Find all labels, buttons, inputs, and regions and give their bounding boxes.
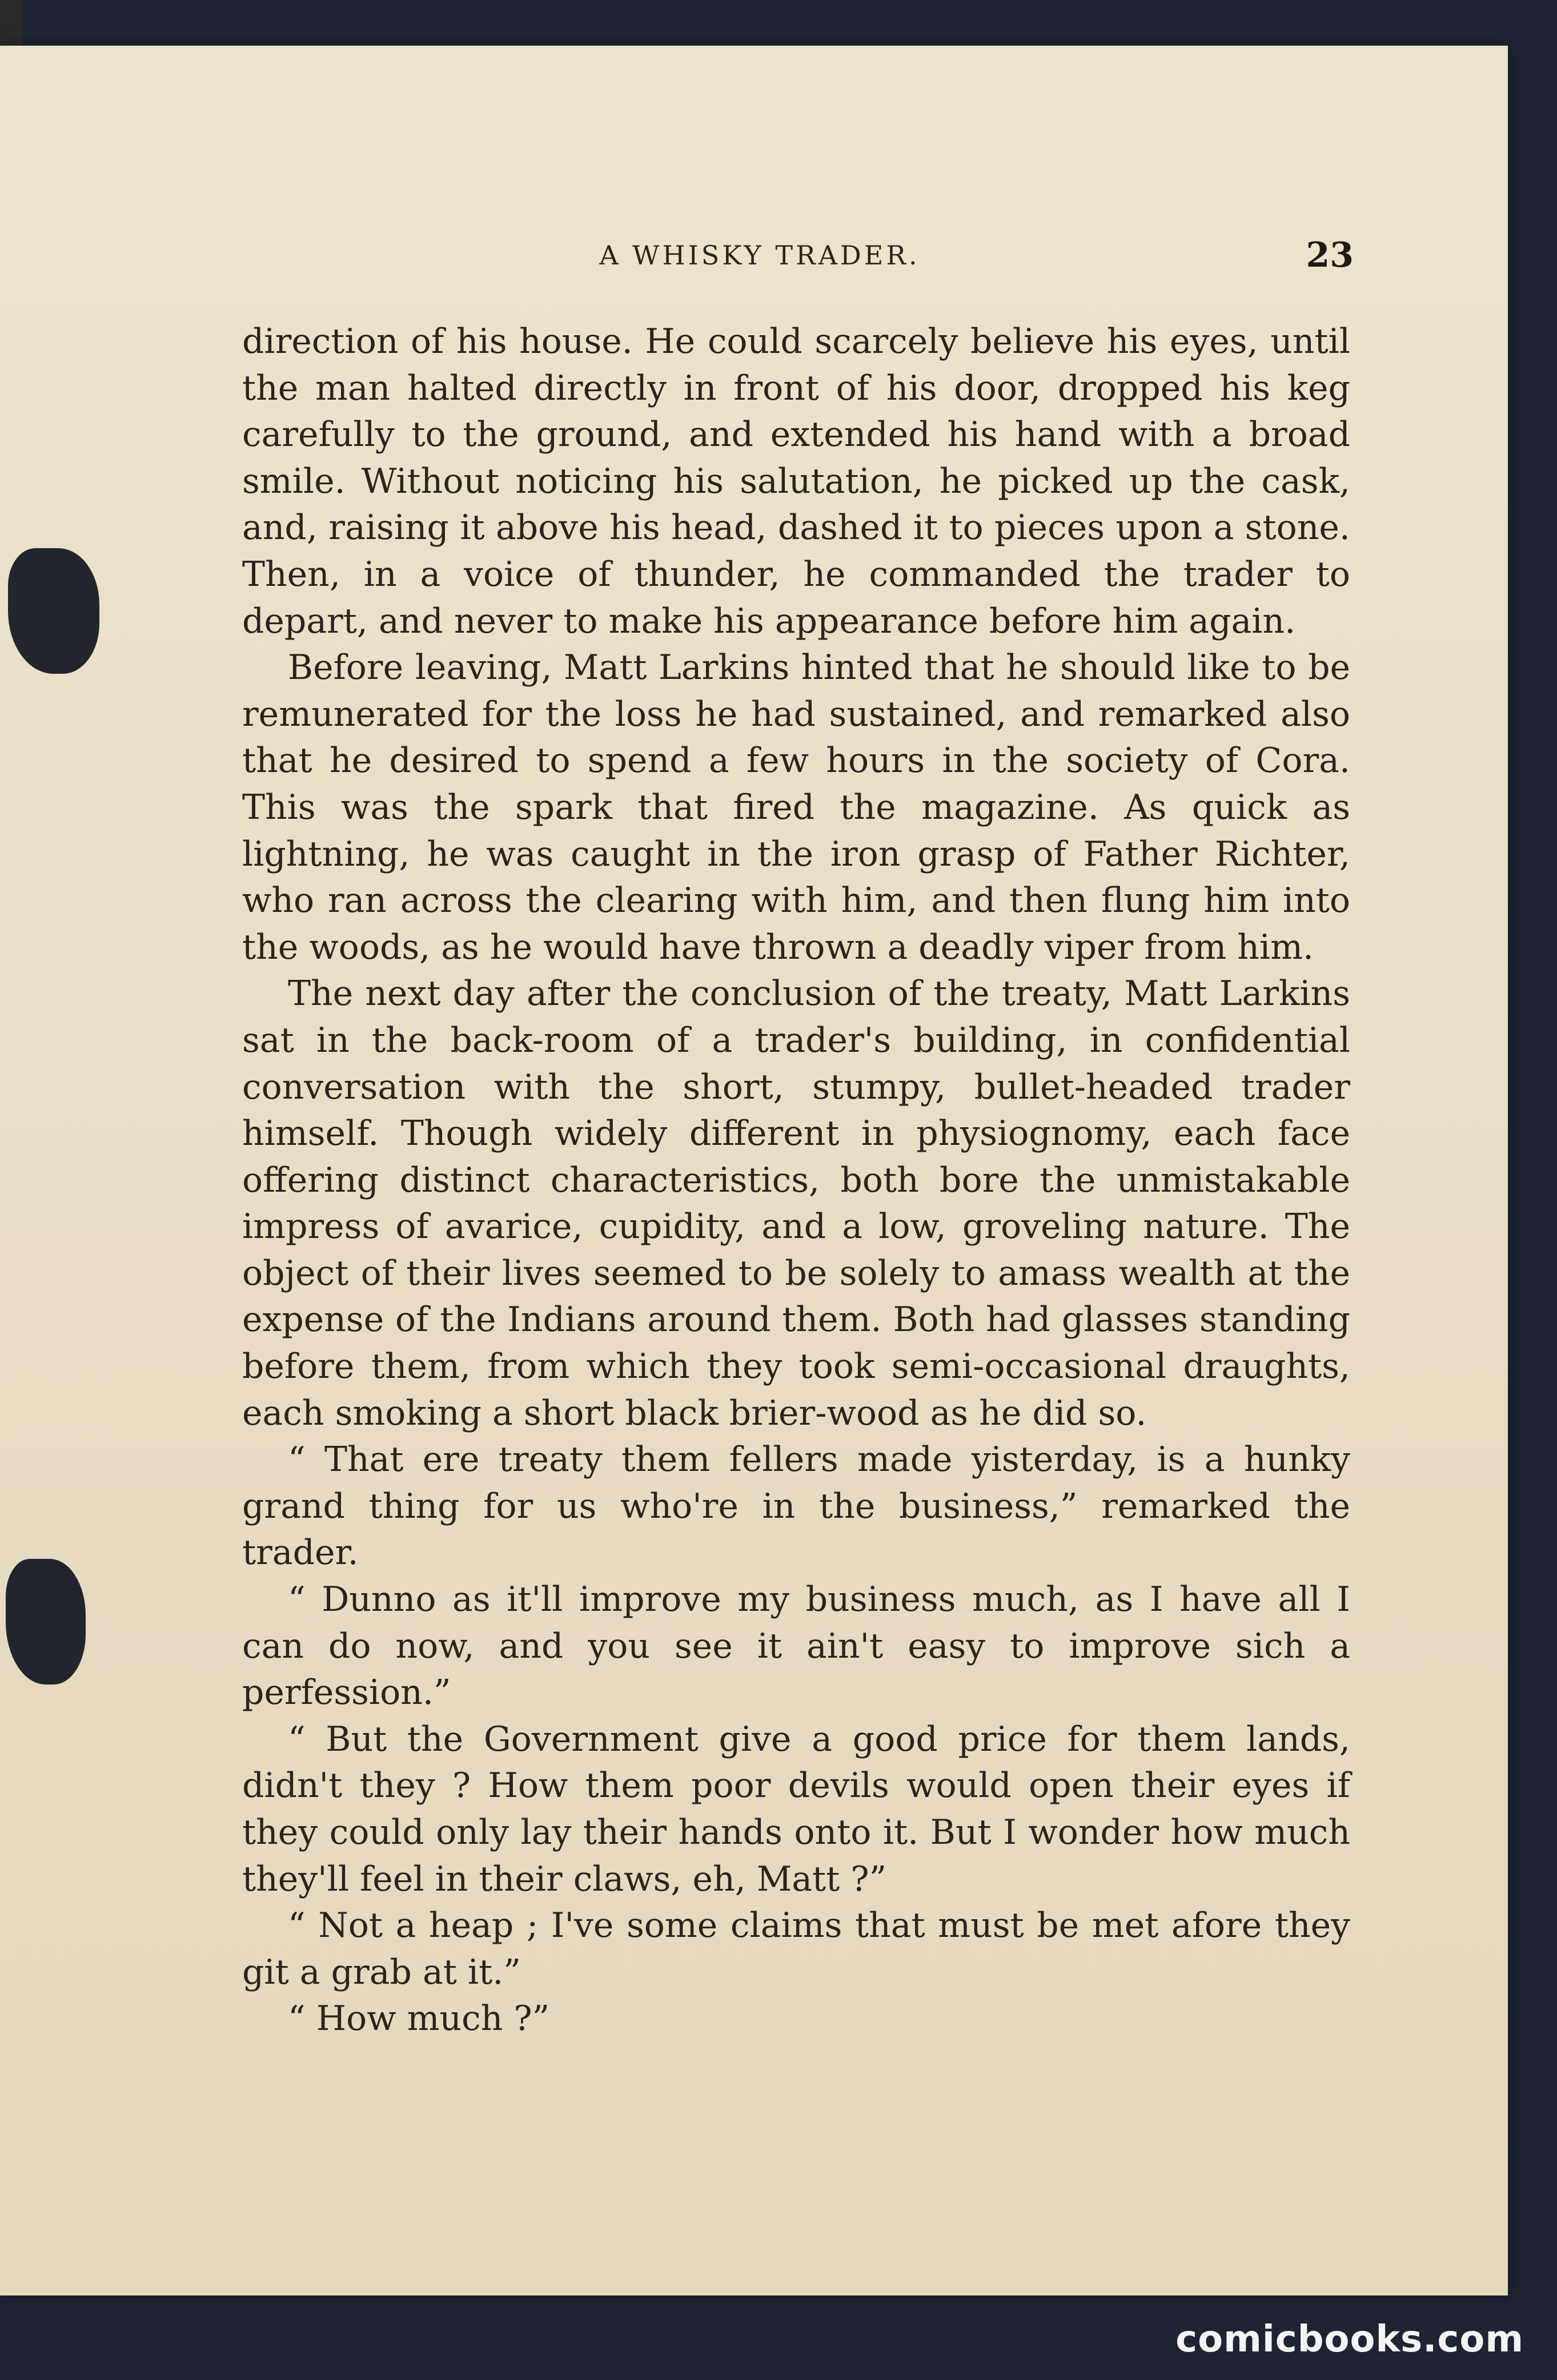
paragraph: “ How much ?” — [288, 1999, 550, 2039]
body-text — [242, 319, 1350, 2043]
binding-hole-bottom — [6, 1559, 86, 1685]
page-header — [246, 235, 1359, 286]
paragraph: “ Not a heap ; I've some claims that must be met afore they git a grab at it.” — [242, 1905, 1350, 1992]
paragraph: “ Dunno as it'll improve my business much, as I have all I can do now, and you see it ain't easy to improve sich a perfession.” — [242, 1579, 1350, 1713]
paragraph: Before leaving, Matt Larkins hinted that he should like to be remunerated for the loss he had sustained, and remarked also that he desired to spend a few hours in the society of Cora. This was the spark that fired the magazine. As quick as lightning, he was caught in the iron grasp of Father Richter, who ran across the clearing with him, and then flung him into the woods, as he would have thrown a deadly viper from him. — [242, 648, 1350, 967]
running-head: A WHISKY TRADER. — [599, 240, 920, 271]
paragraph: “ That ere treaty them fellers made yisterday, is a hunky grand thing for us who're in the business,” remarked the trader. — [242, 1440, 1350, 1573]
paragraph: “ But the Government give a good price for them lands, didn't they ? How them poor devils would open their eyes if they could only lay their hands onto it. But I wonder how much they'll feel in their claws, eh, Matt ?” — [242, 1719, 1350, 1899]
paragraph: The next day after the conclusion of the treaty, Matt Larkins sat in the back-room of a trader's building, in confidential conversation with the short, stumpy, bullet-headed trader himself. Though widely different in physiognomy, each face offering distinct characteristics, both bore the unmistakable impress of avarice, cupidity, and a low, groveling nature. The object of their lives seemed to be solely to amass wealth at the expense of the Indians around them. Both had glasses standing before them, from which they took semi-occasional draughts, each smoking a short black brier-wood as he did so. — [242, 974, 1350, 1433]
page-number: 23 — [1306, 235, 1354, 275]
book-page — [0, 46, 1508, 2295]
binding-hole-top — [8, 548, 99, 674]
book-spine — [0, 0, 23, 46]
watermark: comicbooks.com — [1175, 2318, 1524, 2361]
paragraph: direction of his house. He could scarcely believe his eyes, until the man halted directly in front of his door, dropped his keg carefully to the ground, and extended his hand with a broad smile. Without noticing his salutation, he picked up the cask, and, raising it above his head, dashed it to pieces upon a stone. Then, in a voice of thunder, he commanded the trader to depart, and never to make his appearance before him again. — [242, 321, 1350, 641]
